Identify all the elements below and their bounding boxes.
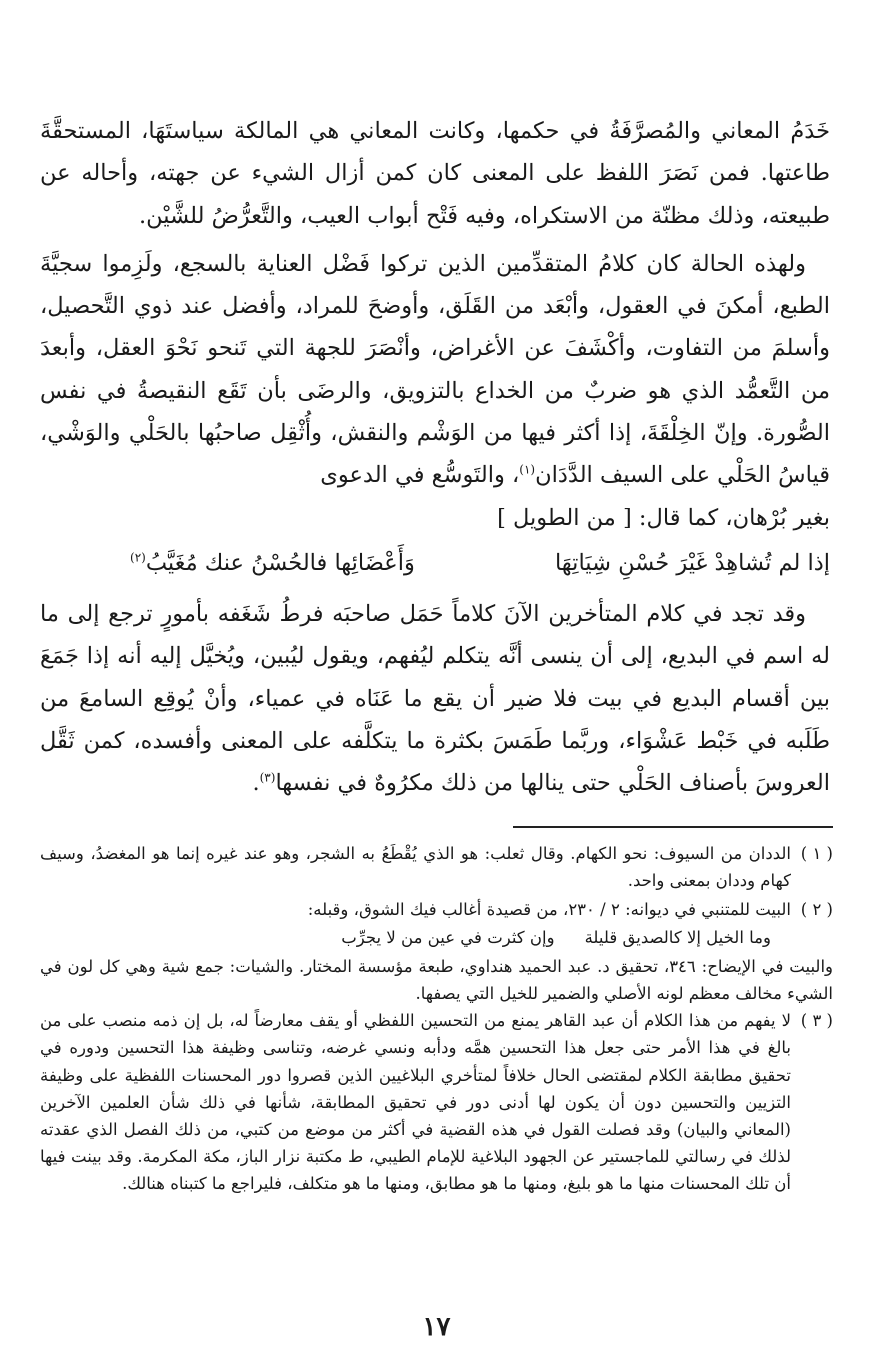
footnote-separator <box>513 826 833 828</box>
footnote-number: ( ٣ ) <box>800 1011 833 1031</box>
footnote-text: لا يفهم من هذا الكلام أن عبد القاهر يمنع من التحسين اللفظي أو يقف معارضاً له، بل إن ذمه منصب على من بالغ في هذا الأمر حتى جعل هذا التحسين همَّه ودأبه ونسي غرضه، وتناسى وظيفة هذا التحسين ودوره في تحقيق مطابقة الكلام لمقتضى الحال خلافاً لمتأخري البلاغيين الذين قصروا دور المحسنات اللفظية على وظيفة التزيين والتحسين دون أن يكون لها أدنى دور في تحقيق المطابقة، شأنها في ذلك شأن العلمين الآخرين (المعاني والبيان) وقد فصلت القول في هذه القضية في أكثر من موضع من كتبي، من ذلك الفصل الذي عقدته لذلك في رسالتي للماجستير عن الجهود البلاغية للإمام الطيبي، ط مكتبة نزار الباز، مكة المكرمة. وقد بينت فيها أن تلك المحسنات منها ما هو بليغ، ومنها ما هو مطابق، ومنها ما هو متكلف، فليراجع ما كتبناه هنالك. <box>40 1011 791 1194</box>
paragraph-2 <box>40 243 830 497</box>
poetry-verse <box>40 539 830 587</box>
paragraph-3: بغير بُرْهان، كما قال: [ من الطويل ] <box>497 504 830 531</box>
verse-first-hemistich: إذا لم تُشاهِدْ غَيْرَ حُسْنِ شِيَاتِهَا <box>554 549 830 576</box>
footnote-number: ( ٢ ) <box>800 900 833 920</box>
paragraph-2-tail: ، والتَوسُّع في الدعوى <box>320 462 520 489</box>
paragraph-4: وقد تجد في كلام المتأخرين الآنَ كلاماً حَمَل صاحبَه فرطُ شَغَفه بأمورٍ ترجع إلى ما له اسم في البديع، إلى أن ينسى أنَّه يتكلم ليُفهم، ويقول ليُبين، ويُخيَّل إليه أنه إذا جَمَعَ بين أقسام البديع في بيت فلا ضير أن يقع ما عَنَاه في عمياء، وأنْ يُوقِع السامعَ من طَلَبه في خَبْط عَشْوَاء، وربَّما طَمَسَ بكثرة ما يتكلَّفه على المعنى وأفسده، كمن ثَقَّل العروسَ بأصناف الحَلْي حتى ينالها من ذلك مكرُوهٌ في نفسها$^{(٣)}$. <box>40 600 830 797</box>
verse-second-hemistich <box>130 539 415 587</box>
verse-second-text: وَأَعْضَائِها فالحُسْنُ عنك مُغَيَّبُ <box>145 549 415 576</box>
paragraph-1: خَدَمُ المعاني والمُصرَّفَةُ في حكمها، وكانت المعاني هي المالكة سياستَهَا، المستحقَّةَ طاعتها. فمن نَصَرَ اللفظ على المعنى كان كمن أزال الشيء عن جهته، وأحاله عن طبيعته، وذلك مظنّة من الاستكراه، وفيه فَتْح أبواب العيب، والتَّعرُّضُ للشَّيْن. <box>40 118 830 229</box>
page-number: ١٧ <box>422 1312 451 1342</box>
footnote-body <box>40 896 791 950</box>
footnote-ref-1: (١) <box>519 462 536 477</box>
main-text <box>40 110 830 804</box>
footnote-text: البيت للمتنبي في ديوانه: ٢ / ٢٣٠، من قصيدة أغالب فيك الشوق، وقبله: <box>307 900 791 920</box>
footnote-ref-2: (٢) <box>130 550 146 565</box>
footnote-verse <box>40 924 791 951</box>
footnote-text: الددان من السيوف: نحو الكهام. وقال ثعلب: هو الذي يُقْطَعُ به الشجر، وهو عند غيره إنما هو المغضدُ، وسيف كهام وددان بمعنى واحد. <box>40 844 791 891</box>
paragraph-2-text: ولهذه الحالة كان كلامُ المتقدِّمين الذين تركوا فَضْل العناية بالسجع، ولَزِموا سجيَّةَ الطبع، أمكنَ في العقول، وأبْعَد من القَلَق، وأوضحَ للمراد، وأفضل عند ذوي التَّحصيل، وأسلمَ من التفاوت، وأكْشَفَ عن الأغراض، وأنْصَرَ للجهة التي تَنحو نَحْوَ العقل، وأبعدَ من التَّعمُّد الذي هو ضربٌ من الخداع بالتزويق، والرضَى بأن تَقَع النقيصةُ في نفس الصُّورة. وإنّ الخِلْقَةَ، إذا أكثر فيها من الوَشْم والنقش، وأُثْقِل صاحبُها بالحَلْي والوَشْي، قياسُ الحَلْي على السيف الدَّدَان <box>40 250 830 489</box>
footnote-verse-first: وما الخيل إلا كالصديق قليلة <box>584 927 771 947</box>
paragraph-4-text: وقد تجد في كلام المتأخرين الآنَ كلاماً حَمَل صاحبَه فرطُ شَغَفه بأمورٍ ترجع إلى ما له اسم في البديع، إلى أن ينسى أنَّه يتكلم ليُفهم، ويقول ليُبين، ويُخيَّل إليه أنه إذا جَمَعَ بين أقسام البديع في بيت فلا ضير أن يقع ما عَنَاه في عمياء، وأنْ يُوقِع السامعَ من طَلَبه في خَبْط عَشْوَاء، وربَّما طَمَسَ بكثرة ما يتكلَّفه على المعنى وأفسده، كمن ثَقَّل العروسَ بأصناف الحَلْي حتى ينالها من ذلك مكرُوهٌ في نفسها <box>40 600 830 797</box>
footnote-ref-3: (٣) <box>259 770 276 785</box>
footnote-3 <box>40 1007 833 1197</box>
footnotes <box>40 840 833 1200</box>
footnote-verse-second: وإن كثرت في عين من لا يجرِّب <box>341 927 555 947</box>
footnote-1 <box>40 840 833 894</box>
footnote-2 <box>40 896 833 950</box>
footnote-number: ( ١ ) <box>800 844 833 863</box>
footnote-2-continuation: والبيت في الإيضاح: ٣٤٦، تحقيق د. عبد الحميد هنداوي، طبعة مؤسسة المختار. والشيات: جمع شية وهي كل لون في الشيء مخالف معظم لونه الأصلي والضمير للخيل التي يصفها. <box>40 956 833 1004</box>
